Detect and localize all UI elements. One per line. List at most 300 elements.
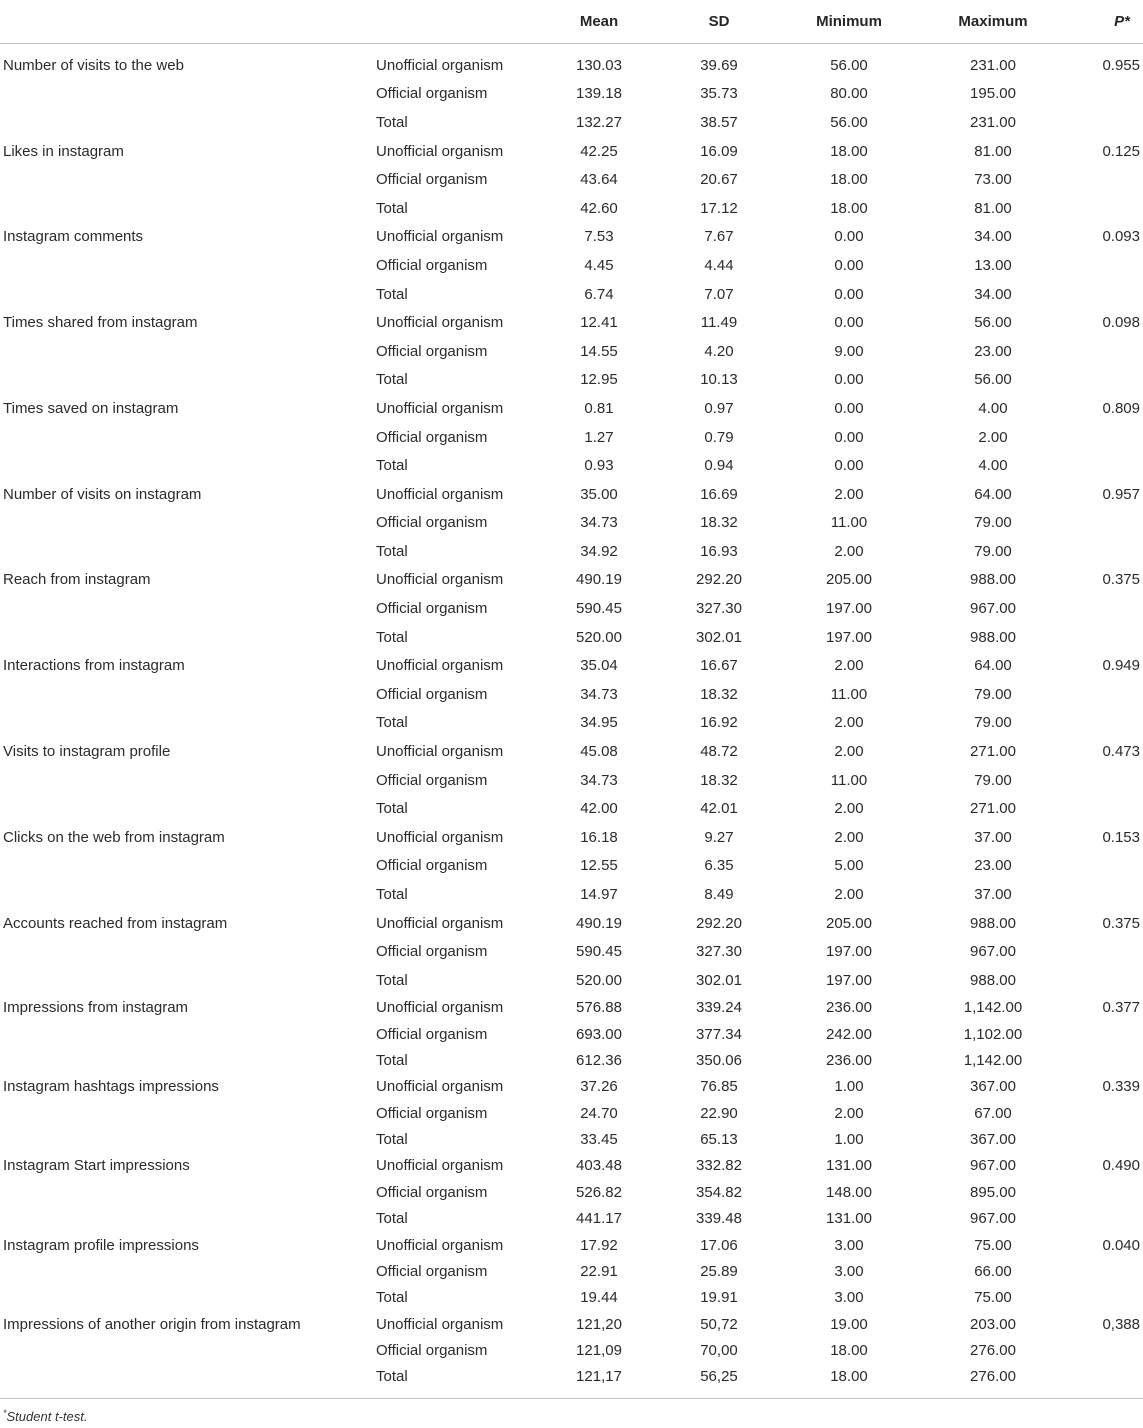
metric-label: Number of visits to the web bbox=[3, 56, 184, 74]
minimum-value: 1.00 bbox=[834, 1078, 864, 1096]
sd-value: 332.82 bbox=[696, 1157, 742, 1175]
table-row bbox=[0, 394, 1143, 423]
empty-cell bbox=[1068, 937, 1143, 966]
metric-label: Times shared from instagram bbox=[3, 314, 198, 332]
mean-value: 35.04 bbox=[580, 657, 618, 675]
empty-cell bbox=[1068, 194, 1143, 223]
table-header-row bbox=[0, 0, 1143, 43]
minimum-value: 0.00 bbox=[834, 228, 864, 246]
table-row bbox=[0, 223, 1143, 252]
metric-label: Instagram comments bbox=[3, 228, 144, 246]
mean-value: 33.45 bbox=[580, 1131, 618, 1149]
metric-label: Clicks on the web from instagram bbox=[3, 828, 225, 846]
table-row bbox=[0, 1337, 1143, 1363]
minimum-value: 131.00 bbox=[826, 1210, 872, 1228]
group-label: Official organism bbox=[376, 1025, 488, 1043]
empty-cell bbox=[1068, 165, 1143, 194]
minimum-value: 0.00 bbox=[834, 285, 864, 303]
group-label: Unofficial organism bbox=[376, 1315, 504, 1333]
empty-cell bbox=[1068, 1258, 1143, 1284]
minimum-value: 3.00 bbox=[834, 1262, 864, 1280]
minimum-value: 18.00 bbox=[830, 1368, 868, 1386]
table-row bbox=[0, 1153, 1143, 1179]
sd-value: 0.79 bbox=[704, 428, 734, 446]
minimum-value: 80.00 bbox=[830, 85, 868, 103]
mean-value: 121,09 bbox=[576, 1341, 622, 1359]
mean-value: 132.27 bbox=[576, 113, 622, 131]
minimum-value: 2.00 bbox=[834, 743, 864, 761]
table-row bbox=[0, 737, 1143, 766]
table-row bbox=[0, 1311, 1143, 1337]
header-group-blank bbox=[370, 0, 540, 43]
sd-value: 17.06 bbox=[700, 1236, 738, 1254]
metric-label: Times saved on instagram bbox=[3, 399, 179, 417]
minimum-value: 18.00 bbox=[830, 1341, 868, 1359]
table-row bbox=[0, 451, 1143, 480]
group-label: Total bbox=[376, 542, 408, 560]
empty-cell bbox=[0, 337, 370, 366]
spacer-cell bbox=[0, 43, 1143, 51]
group-label: Unofficial organism bbox=[376, 657, 504, 675]
mean-value: 6.74 bbox=[584, 285, 614, 303]
mean-value: 17.92 bbox=[580, 1236, 618, 1254]
group-label: Official organism bbox=[376, 1104, 488, 1122]
mean-value: 576.88 bbox=[576, 999, 622, 1017]
sd-value: 292.20 bbox=[696, 914, 742, 932]
mean-value: 42.00 bbox=[580, 800, 618, 818]
maximum-value: 37.00 bbox=[974, 886, 1012, 904]
minimum-value: 5.00 bbox=[834, 857, 864, 875]
mean-value: 12.41 bbox=[580, 314, 618, 332]
p-value: 0.375 bbox=[1102, 914, 1140, 932]
mean-value: 24.70 bbox=[580, 1104, 618, 1122]
empty-cell bbox=[0, 1258, 370, 1284]
p-value: 0.125 bbox=[1102, 142, 1140, 160]
sd-value: 6.35 bbox=[704, 857, 734, 875]
mean-value: 16.18 bbox=[580, 828, 618, 846]
table-row bbox=[0, 280, 1143, 309]
table-row bbox=[0, 1047, 1143, 1073]
empty-cell bbox=[0, 108, 370, 137]
sd-value: 18.32 bbox=[700, 685, 738, 703]
empty-cell bbox=[0, 1205, 370, 1231]
maximum-value: 75.00 bbox=[974, 1236, 1012, 1254]
table-row bbox=[0, 137, 1143, 166]
minimum-value: 3.00 bbox=[834, 1289, 864, 1307]
group-label: Unofficial organism bbox=[376, 999, 504, 1017]
header-sd: SD bbox=[658, 0, 780, 43]
minimum-value: 2.00 bbox=[834, 657, 864, 675]
mean-value: 0.81 bbox=[584, 399, 614, 417]
empty-cell bbox=[0, 1364, 370, 1390]
minimum-value: 0.00 bbox=[834, 256, 864, 274]
sd-value: 19.91 bbox=[700, 1289, 738, 1307]
table-row bbox=[0, 80, 1143, 109]
minimum-value: 236.00 bbox=[826, 1051, 872, 1069]
mean-value: 42.25 bbox=[580, 142, 618, 160]
maximum-value: 66.00 bbox=[974, 1262, 1012, 1280]
empty-cell bbox=[0, 1100, 370, 1126]
empty-cell bbox=[0, 366, 370, 395]
group-label: Total bbox=[376, 1131, 408, 1149]
group-label: Unofficial organism bbox=[376, 142, 504, 160]
minimum-value: 9.00 bbox=[834, 342, 864, 360]
mean-value: 4.45 bbox=[584, 256, 614, 274]
mean-value: 490.19 bbox=[576, 571, 622, 589]
mean-value: 22.91 bbox=[580, 1262, 618, 1280]
maximum-value: 79.00 bbox=[974, 514, 1012, 532]
maximum-value: 64.00 bbox=[974, 657, 1012, 675]
sd-value: 0.94 bbox=[704, 457, 734, 475]
group-label: Unofficial organism bbox=[376, 914, 504, 932]
maximum-value: 79.00 bbox=[974, 771, 1012, 789]
minimum-value: 0.00 bbox=[834, 457, 864, 475]
sd-value: 4.44 bbox=[704, 256, 734, 274]
minimum-value: 0.00 bbox=[834, 428, 864, 446]
minimum-value: 18.00 bbox=[830, 142, 868, 160]
table-row bbox=[0, 1232, 1143, 1258]
mean-value: 520.00 bbox=[576, 971, 622, 989]
minimum-value: 148.00 bbox=[826, 1183, 872, 1201]
empty-cell bbox=[1068, 1364, 1143, 1390]
group-label: Total bbox=[376, 285, 408, 303]
maximum-value: 231.00 bbox=[970, 56, 1016, 74]
minimum-value: 242.00 bbox=[826, 1025, 872, 1043]
empty-cell bbox=[1068, 852, 1143, 881]
sd-value: 22.90 bbox=[700, 1104, 738, 1122]
empty-cell bbox=[0, 423, 370, 452]
maximum-value: 895.00 bbox=[970, 1183, 1016, 1201]
table-row bbox=[0, 1074, 1143, 1100]
group-label: Official organism bbox=[376, 600, 488, 618]
maximum-value: 203.00 bbox=[970, 1315, 1016, 1333]
empty-cell bbox=[1068, 423, 1143, 452]
maximum-value: 367.00 bbox=[970, 1131, 1016, 1149]
table-row bbox=[0, 823, 1143, 852]
p-value: 0.490 bbox=[1102, 1157, 1140, 1175]
sd-value: 0.97 bbox=[704, 399, 734, 417]
mean-value: 612.36 bbox=[576, 1051, 622, 1069]
sd-value: 48.72 bbox=[700, 743, 738, 761]
group-label: Total bbox=[376, 800, 408, 818]
maximum-value: 195.00 bbox=[970, 85, 1016, 103]
minimum-value: 0.00 bbox=[834, 314, 864, 332]
minimum-value: 0.00 bbox=[834, 399, 864, 417]
sd-value: 4.20 bbox=[704, 342, 734, 360]
group-label: Total bbox=[376, 1368, 408, 1386]
maximum-value: 1,142.00 bbox=[963, 999, 1023, 1017]
minimum-value: 2.00 bbox=[834, 1104, 864, 1122]
mean-value: 121,17 bbox=[576, 1368, 622, 1386]
table-row bbox=[0, 594, 1143, 623]
table-row bbox=[0, 251, 1143, 280]
p-value: 0.809 bbox=[1102, 399, 1140, 417]
empty-cell bbox=[1068, 509, 1143, 538]
group-label: Official organism bbox=[376, 85, 488, 103]
maximum-value: 81.00 bbox=[974, 199, 1012, 217]
sd-value: 25.89 bbox=[700, 1262, 738, 1280]
mean-value: 526.82 bbox=[576, 1183, 622, 1201]
empty-cell bbox=[1068, 1021, 1143, 1047]
sd-value: 70,00 bbox=[700, 1341, 738, 1359]
maximum-value: 4.00 bbox=[978, 399, 1008, 417]
header-minimum: Minimum bbox=[780, 0, 918, 43]
table-footnote bbox=[0, 1398, 1143, 1425]
table-row bbox=[0, 51, 1143, 80]
empty-cell bbox=[1068, 880, 1143, 909]
sd-value: 292.20 bbox=[696, 571, 742, 589]
empty-cell bbox=[1068, 794, 1143, 823]
table-row bbox=[0, 1179, 1143, 1205]
sd-value: 35.73 bbox=[700, 85, 738, 103]
mean-value: 693.00 bbox=[576, 1025, 622, 1043]
mean-value: 1.27 bbox=[584, 428, 614, 446]
empty-cell bbox=[0, 251, 370, 280]
minimum-value: 56.00 bbox=[830, 113, 868, 131]
group-label: Official organism bbox=[376, 256, 488, 274]
group-label: Official organism bbox=[376, 771, 488, 789]
mean-value: 12.55 bbox=[580, 857, 618, 875]
empty-cell bbox=[1068, 680, 1143, 709]
table-row bbox=[0, 1126, 1143, 1152]
p-value: 0.949 bbox=[1102, 657, 1140, 675]
group-label: Official organism bbox=[376, 857, 488, 875]
maximum-value: 75.00 bbox=[974, 1289, 1012, 1307]
maximum-value: 988.00 bbox=[970, 971, 1016, 989]
group-label: Total bbox=[376, 113, 408, 131]
empty-cell bbox=[1068, 1100, 1143, 1126]
sd-value: 16.92 bbox=[700, 714, 738, 732]
group-label: Official organism bbox=[376, 1341, 488, 1359]
header-metric-blank bbox=[0, 0, 370, 43]
minimum-value: 197.00 bbox=[826, 943, 872, 961]
group-label: Total bbox=[376, 628, 408, 646]
table-row bbox=[0, 680, 1143, 709]
group-label: Unofficial organism bbox=[376, 828, 504, 846]
minimum-value: 3.00 bbox=[834, 1236, 864, 1254]
sd-value: 11.49 bbox=[700, 314, 738, 332]
empty-cell bbox=[0, 1021, 370, 1047]
minimum-value: 1.00 bbox=[834, 1131, 864, 1149]
empty-cell bbox=[1068, 337, 1143, 366]
minimum-value: 11.00 bbox=[830, 771, 868, 789]
table-row bbox=[0, 480, 1143, 509]
empty-cell bbox=[0, 937, 370, 966]
table-body bbox=[0, 43, 1143, 1390]
minimum-value: 56.00 bbox=[830, 56, 868, 74]
table-row bbox=[0, 1100, 1143, 1126]
minimum-value: 2.00 bbox=[834, 828, 864, 846]
group-label: Unofficial organism bbox=[376, 314, 504, 332]
maximum-value: 1,142.00 bbox=[963, 1051, 1023, 1069]
group-label: Unofficial organism bbox=[376, 1157, 504, 1175]
empty-cell bbox=[0, 1126, 370, 1152]
empty-cell bbox=[1068, 108, 1143, 137]
maximum-value: 967.00 bbox=[970, 943, 1016, 961]
empty-cell bbox=[0, 165, 370, 194]
mean-value: 590.45 bbox=[576, 600, 622, 618]
metric-label: Interactions from instagram bbox=[3, 657, 185, 675]
empty-cell bbox=[1068, 1285, 1143, 1311]
empty-cell bbox=[0, 966, 370, 995]
table-row bbox=[0, 537, 1143, 566]
maximum-value: 988.00 bbox=[970, 628, 1016, 646]
maximum-value: 13.00 bbox=[974, 256, 1012, 274]
mean-value: 43.64 bbox=[580, 171, 618, 189]
metric-label: Instagram profile impressions bbox=[3, 1236, 199, 1254]
maximum-value: 73.00 bbox=[974, 171, 1012, 189]
maximum-value: 367.00 bbox=[970, 1078, 1016, 1096]
group-label: Official organism bbox=[376, 428, 488, 446]
metric-label: Impressions of another origin from instagram bbox=[3, 1315, 301, 1333]
maximum-value: 1,102.00 bbox=[963, 1025, 1023, 1043]
table-row bbox=[0, 937, 1143, 966]
group-label: Official organism bbox=[376, 1183, 488, 1201]
empty-cell bbox=[1068, 1126, 1143, 1152]
group-label: Official organism bbox=[376, 342, 488, 360]
mean-value: 45.08 bbox=[580, 743, 618, 761]
sd-value: 16.69 bbox=[700, 485, 738, 503]
group-label: Unofficial organism bbox=[376, 1078, 504, 1096]
sd-value: 350.06 bbox=[696, 1051, 742, 1069]
table-row bbox=[0, 709, 1143, 738]
empty-cell bbox=[1068, 1337, 1143, 1363]
group-label: Unofficial organism bbox=[376, 399, 504, 417]
mean-value: 14.97 bbox=[580, 886, 618, 904]
table-row bbox=[0, 852, 1143, 881]
group-label: Official organism bbox=[376, 943, 488, 961]
empty-cell bbox=[1068, 366, 1143, 395]
sd-value: 339.48 bbox=[696, 1210, 742, 1228]
minimum-value: 11.00 bbox=[830, 514, 868, 532]
empty-cell bbox=[0, 509, 370, 538]
table-row bbox=[0, 509, 1143, 538]
minimum-value: 2.00 bbox=[834, 714, 864, 732]
group-label: Unofficial organism bbox=[376, 571, 504, 589]
table-row bbox=[0, 880, 1143, 909]
maximum-value: 2.00 bbox=[978, 428, 1008, 446]
empty-cell bbox=[0, 1047, 370, 1073]
group-label: Total bbox=[376, 199, 408, 217]
mean-value: 14.55 bbox=[580, 342, 618, 360]
metric-label: Likes in instagram bbox=[3, 142, 124, 160]
sd-value: 76.85 bbox=[700, 1078, 738, 1096]
empty-cell bbox=[0, 1179, 370, 1205]
metric-label: Number of visits on instagram bbox=[3, 485, 202, 503]
group-label: Official organism bbox=[376, 514, 488, 532]
mean-value: 441.17 bbox=[576, 1210, 622, 1228]
sd-value: 7.67 bbox=[704, 228, 734, 246]
empty-cell bbox=[1068, 251, 1143, 280]
maximum-value: 4.00 bbox=[978, 457, 1008, 475]
metric-label: Visits to instagram profile bbox=[3, 743, 171, 761]
table-row bbox=[0, 794, 1143, 823]
maximum-value: 967.00 bbox=[970, 600, 1016, 618]
maximum-value: 79.00 bbox=[974, 685, 1012, 703]
empty-cell bbox=[1068, 623, 1143, 652]
maximum-value: 271.00 bbox=[970, 800, 1016, 818]
sd-value: 17.12 bbox=[700, 199, 738, 217]
minimum-value: 18.00 bbox=[830, 171, 868, 189]
sd-value: 8.49 bbox=[704, 886, 734, 904]
p-value: 0.098 bbox=[1102, 314, 1140, 332]
maximum-value: 23.00 bbox=[974, 857, 1012, 875]
minimum-value: 2.00 bbox=[834, 886, 864, 904]
mean-value: 121,20 bbox=[576, 1315, 622, 1333]
group-label: Total bbox=[376, 1210, 408, 1228]
mean-value: 520.00 bbox=[576, 628, 622, 646]
maximum-value: 81.00 bbox=[974, 142, 1012, 160]
mean-value: 42.60 bbox=[580, 199, 618, 217]
mean-value: 490.19 bbox=[576, 914, 622, 932]
sd-value: 339.24 bbox=[696, 999, 742, 1017]
p-value: 0.153 bbox=[1102, 828, 1140, 846]
mean-value: 403.48 bbox=[576, 1157, 622, 1175]
empty-cell bbox=[1068, 709, 1143, 738]
group-label: Total bbox=[376, 971, 408, 989]
maximum-value: 34.00 bbox=[974, 228, 1012, 246]
table-row bbox=[0, 566, 1143, 595]
empty-cell bbox=[1068, 1047, 1143, 1073]
sd-value: 302.01 bbox=[696, 628, 742, 646]
table-row bbox=[0, 966, 1143, 995]
header-p-value: P* bbox=[1068, 0, 1143, 43]
group-label: Unofficial organism bbox=[376, 228, 504, 246]
group-label: Unofficial organism bbox=[376, 743, 504, 761]
spacer-row bbox=[0, 43, 1143, 51]
sd-value: 18.32 bbox=[700, 514, 738, 532]
maximum-value: 64.00 bbox=[974, 485, 1012, 503]
metric-label: Accounts reached from instagram bbox=[3, 914, 228, 932]
sd-value: 9.27 bbox=[704, 828, 734, 846]
empty-cell bbox=[1068, 537, 1143, 566]
group-label: Total bbox=[376, 371, 408, 389]
sd-value: 16.93 bbox=[700, 542, 738, 560]
empty-cell bbox=[1068, 1179, 1143, 1205]
sd-value: 65.13 bbox=[700, 1131, 738, 1149]
mean-value: 7.53 bbox=[584, 228, 614, 246]
sd-value: 50,72 bbox=[700, 1315, 738, 1333]
empty-cell bbox=[0, 709, 370, 738]
table-row bbox=[0, 308, 1143, 337]
mean-value: 19.44 bbox=[580, 1289, 618, 1307]
maximum-value: 23.00 bbox=[974, 342, 1012, 360]
group-label: Total bbox=[376, 1289, 408, 1307]
table-row bbox=[0, 623, 1143, 652]
maximum-value: 37.00 bbox=[974, 828, 1012, 846]
maximum-value: 276.00 bbox=[970, 1341, 1016, 1359]
empty-cell bbox=[0, 880, 370, 909]
sd-value: 377.34 bbox=[696, 1025, 742, 1043]
empty-cell bbox=[0, 852, 370, 881]
sd-value: 7.07 bbox=[704, 285, 734, 303]
mean-value: 34.73 bbox=[580, 514, 618, 532]
group-label: Total bbox=[376, 886, 408, 904]
group-label: Total bbox=[376, 1051, 408, 1069]
table-row bbox=[0, 1021, 1143, 1047]
minimum-value: 18.00 bbox=[830, 199, 868, 217]
table-row bbox=[0, 766, 1143, 795]
p-value: 0.957 bbox=[1102, 485, 1140, 503]
p-value: 0.377 bbox=[1102, 999, 1140, 1017]
empty-cell bbox=[0, 451, 370, 480]
mean-value: 0.93 bbox=[584, 457, 614, 475]
empty-cell bbox=[1068, 594, 1143, 623]
minimum-value: 2.00 bbox=[834, 800, 864, 818]
empty-cell bbox=[0, 280, 370, 309]
empty-cell bbox=[0, 766, 370, 795]
mean-value: 12.95 bbox=[580, 371, 618, 389]
